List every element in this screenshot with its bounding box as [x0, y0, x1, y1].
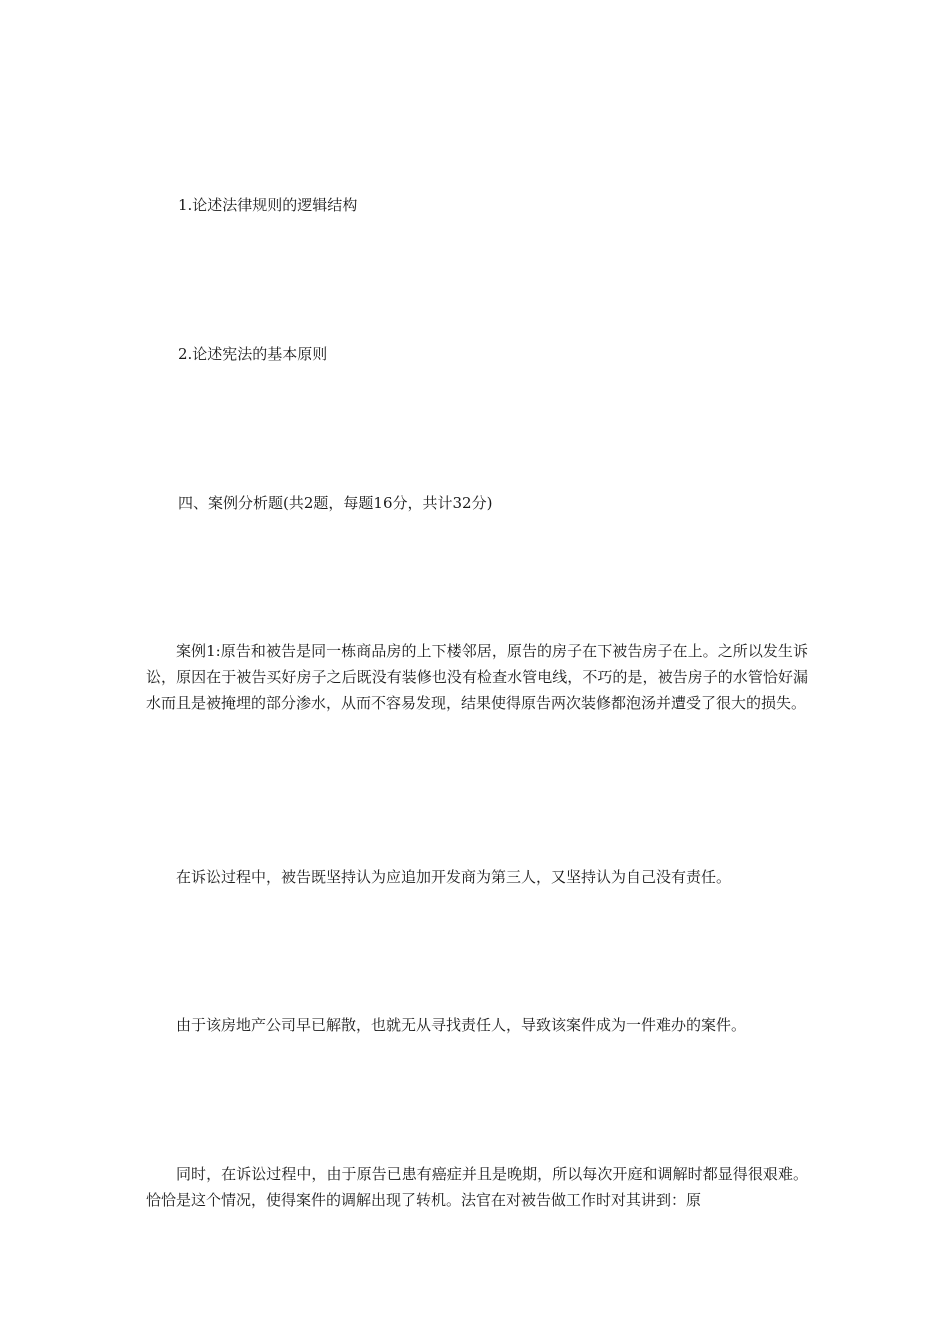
case-1-intro-paragraph: 案例1:原告和被告是同一栋商品房的上下楼邻居，原告的房子在下被告房子在上。之所以发生诉讼，原因在于被告买好房子之后既没有装修也没有检查水管电线，不巧的是，被告房子的水管恰好漏水而且是被掩埋的部分渗水，从而不容易发现，结果使得原告两次装修都泡汤并遭受了很大的损失。 [146, 642, 808, 712]
section-4-heading: 四、案例分析题(共2题，每题16分，共计32分) [178, 494, 493, 512]
question-1: 1.论述法律规则的逻辑结构 [178, 196, 358, 214]
case-1-paragraph-4: 同时，在诉讼过程中，由于原告已患有癌症并且是晚期，所以每次开庭和调解时都显得很艰难。恰恰是这个情况，使得案件的调解出现了转机。法官在对被告做工作时对其讲到：原 [146, 1165, 808, 1209]
case-1-paragraph-2: 在诉讼过程中，被告既坚持认为应追加开发商为第三人，又坚持认为自己没有责任。 [176, 868, 732, 886]
question-2: 2.论述宪法的基本原则 [178, 345, 328, 363]
case-1-paragraph-3: 由于该房地产公司早已解散，也就无从寻找责任人，导致该案件成为一件难办的案件。 [176, 1016, 747, 1034]
